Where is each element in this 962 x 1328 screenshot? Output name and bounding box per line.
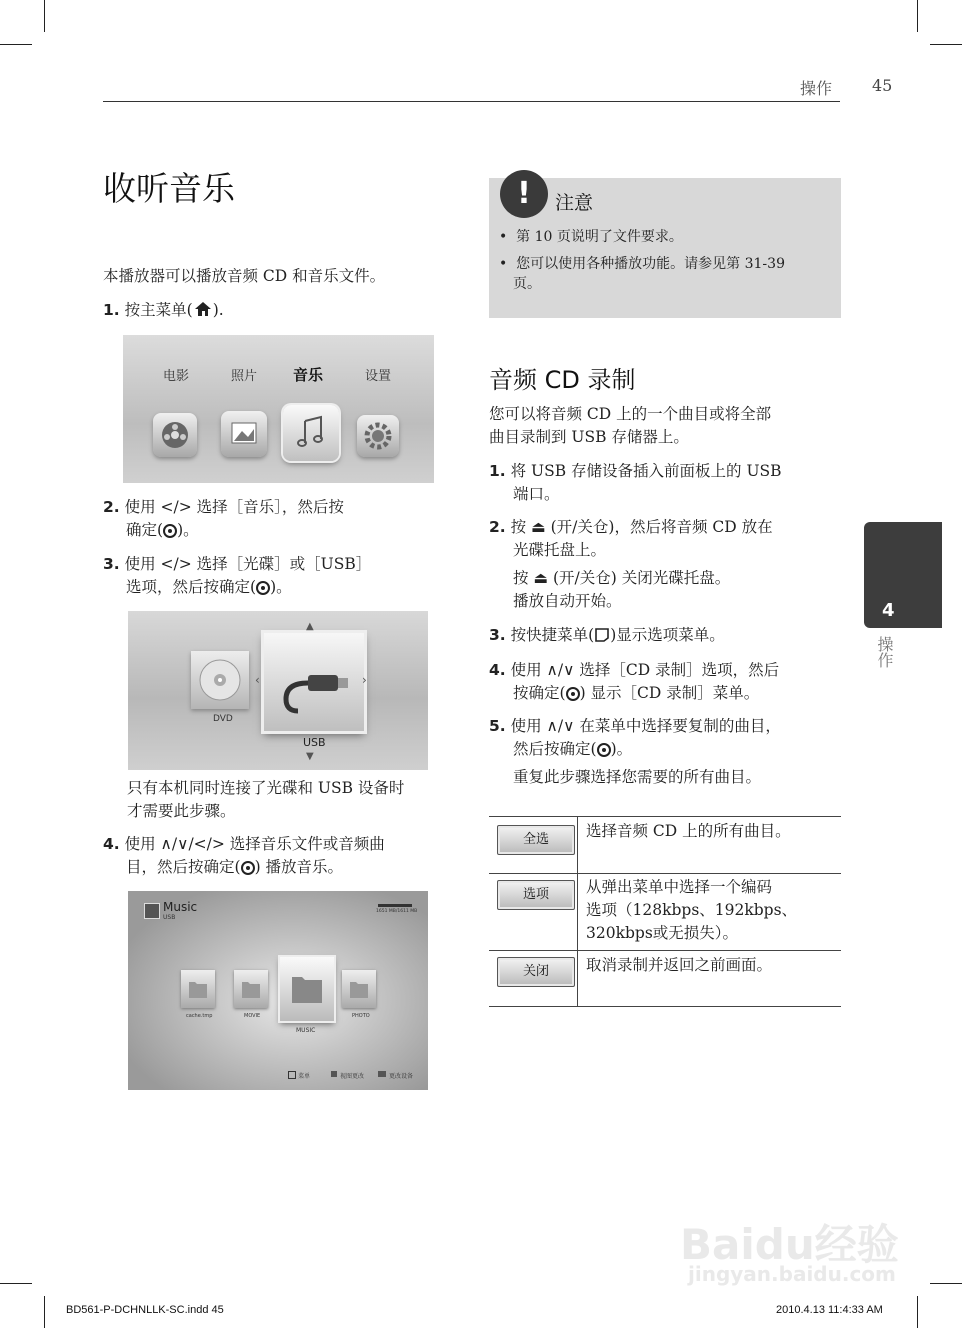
desc-line: 320kbps或无损失）。: [586, 924, 739, 942]
step-3: [103, 553, 371, 599]
step-text: ).: [212, 301, 224, 319]
dvd-tile-icon: [191, 651, 249, 709]
table-desc: [586, 820, 838, 843]
folder-tile: [342, 970, 376, 1008]
step-text: 选项，然后按确定(: [126, 578, 257, 596]
device-select-screenshot: [128, 611, 428, 770]
exclamation-icon: !: [500, 170, 548, 218]
step-number: 5.: [489, 717, 506, 735]
rec-step-5: [489, 715, 781, 789]
menu-key-icon: [288, 1071, 296, 1079]
photo-tile-icon: [221, 411, 267, 457]
table-rule: [489, 950, 841, 951]
table-rule: [489, 1006, 841, 1007]
baidu-watermark-url: jingyan.baidu.com: [688, 1262, 896, 1286]
step-number: 2.: [103, 498, 120, 516]
step-text: 然后按确定(: [513, 740, 597, 758]
device-key-icon: [378, 1071, 386, 1077]
folder-tile: [234, 970, 268, 1008]
chapter-tab: [864, 522, 942, 628]
step-text: 按 ⏏ (开/关仓)，然后将音频 CD 放在: [510, 518, 773, 536]
step-1: [103, 299, 224, 322]
crop-mark: [44, 1296, 45, 1328]
header-section: 操作: [800, 79, 833, 98]
step-text: 光碟托盘上。: [513, 541, 607, 559]
section-title: 音频 CD 录制: [489, 366, 636, 394]
enter-icon: [597, 743, 611, 757]
close-button[interactable]: 关闭: [497, 957, 575, 987]
step-text: 重复此步骤选择您需要的所有曲目。: [513, 768, 762, 786]
page-number: 45: [872, 76, 893, 95]
crop-mark: [44, 0, 45, 32]
movie-tile-icon: [153, 413, 197, 457]
enter-icon: [566, 687, 580, 701]
step-text: 使用 ∧/∨/</> 选择音乐文件或音频曲: [124, 835, 385, 853]
note-text: 第 10 页说明了文件要求。: [516, 229, 683, 245]
options-button[interactable]: 选项: [497, 880, 575, 910]
step-text: 按快捷菜单(: [510, 626, 595, 644]
folder-tile: [181, 970, 215, 1008]
note-text: 页。: [513, 276, 541, 292]
desc-line: 选项（128kbps、192kbps、: [586, 901, 798, 919]
music-title: Music: [163, 900, 198, 914]
intro-line: 曲目录制到 USB 存储器上。: [489, 428, 689, 446]
note-line: 才需要此步骤。: [127, 802, 236, 820]
crop-mark: [930, 44, 962, 45]
menu-label-settings: 设置: [365, 369, 392, 384]
step-text: 目，然后按确定(: [126, 858, 241, 876]
step-number: 4.: [489, 661, 506, 679]
step-text: )。: [270, 578, 292, 596]
capacity-text: 1651 MB/1611 MB: [376, 909, 418, 914]
rec-step-2: [489, 516, 773, 613]
music-app-icon: [144, 903, 160, 919]
step-number: 4.: [103, 835, 120, 853]
menu-label-movie: 电影: [163, 369, 190, 384]
music-subtitle: USB: [163, 914, 176, 921]
step-text: 确定(: [126, 521, 164, 539]
step-number: 1.: [489, 462, 506, 480]
note-item: • 您可以使用各种播放功能。请参见第 31-39: [499, 256, 785, 272]
chevron-down-icon: ▼: [306, 751, 314, 762]
step-text: 使用 ∧/∨ 选择［CD 录制］选项，然后: [510, 661, 780, 679]
step-text: 按 ⏏ (开/关仓) 关闭光碟托盘。: [513, 569, 731, 587]
crop-mark: [0, 44, 32, 45]
intro-line: 您可以将音频 CD 上的一个曲目或将全部: [489, 405, 772, 423]
folder-label: MUSIC: [296, 1027, 316, 1034]
note-box: [489, 178, 841, 318]
step-text: 按确定(: [513, 684, 566, 702]
step-text: 使用 </> 选择［光碟］或［USB］: [124, 555, 372, 573]
music-tile-icon: [283, 405, 339, 461]
step-text: 将 USB 存储设备插入前面板上的 USB: [510, 462, 782, 480]
note-line: 只有本机同时连接了光碟和 USB 设备时: [127, 779, 405, 797]
chevron-right-icon: ›: [362, 673, 367, 687]
step-text: 使用 ∧/∨ 在菜单中选择要复制的曲目，: [510, 717, 781, 735]
note-text: 您可以使用各种播放功能。请参见第 31-39: [516, 256, 785, 272]
section-intro: [489, 403, 771, 449]
quick-menu-icon: [594, 627, 610, 643]
step-text: )。: [177, 521, 199, 539]
page-title: 收听音乐: [103, 169, 235, 208]
settings-tile-icon: [357, 415, 399, 457]
table-rule: [489, 816, 841, 817]
table-divider: [577, 816, 578, 1006]
chevron-up-icon: ▲: [306, 621, 314, 632]
table-rule: [489, 873, 841, 874]
enter-icon: [256, 581, 270, 595]
note-title: 注意: [555, 192, 594, 214]
header-rule: [103, 101, 840, 102]
enter-icon: [163, 524, 177, 538]
folder-label: cache.tmp: [186, 1013, 213, 1019]
music-browser-screenshot: [128, 891, 428, 1090]
step-text: ) 显示［CD 录制］菜单。: [579, 684, 760, 702]
step-number: 2.: [489, 518, 506, 536]
usb-label: USB: [303, 736, 326, 749]
note-item: • 第 10 页说明了文件要求。: [499, 229, 683, 245]
footer-hint: 视图更改: [340, 1073, 365, 1080]
enter-icon: [241, 861, 255, 875]
dvd-label: DVD: [213, 714, 233, 724]
crop-mark: [917, 0, 918, 32]
intro-line: 本播放器可以播放音频 CD 和音乐文件。: [103, 267, 386, 285]
desc-line: 从弹出菜单中选择一个编码: [586, 878, 773, 896]
menu-label-photo: 照片: [231, 369, 258, 384]
footer-file: BD561-P-DCHNLLK-SC.indd 45: [66, 1304, 224, 1316]
baidu-watermark-logo: Baidu经验: [680, 1220, 899, 1269]
usb-tile-icon: [264, 633, 364, 731]
folder-tile-selected: [280, 957, 334, 1021]
step-text: )。: [610, 740, 633, 758]
step-4: [103, 833, 385, 879]
chevron-left-icon: ‹: [255, 673, 260, 687]
step-3-note: [127, 777, 404, 823]
desc-line: 选择音频 CD 上的所有曲目。: [586, 822, 791, 840]
view-key-icon: [331, 1071, 337, 1077]
intro-text: [103, 265, 385, 288]
folder-label: MOVIE: [244, 1013, 261, 1019]
home-icon: [193, 300, 213, 318]
step-text: 端口。: [513, 485, 560, 503]
step-number: 3.: [489, 626, 506, 644]
table-desc: [586, 954, 838, 977]
select-all-button[interactable]: 全选: [497, 825, 575, 855]
chapter-number: 4: [882, 600, 895, 621]
step-text: 使用 </> 选择［音乐］，然后按: [124, 498, 344, 516]
step-text: 播放自动开始。: [513, 592, 622, 610]
footer-hint: 更改设备: [389, 1073, 414, 1080]
footer-timestamp: 2010.4.13 11:4:33 AM: [776, 1304, 883, 1316]
desc-line: 取消录制并返回之前画面。: [586, 956, 773, 974]
step-text: ) 播放音乐。: [254, 858, 344, 876]
table-desc: [586, 876, 838, 945]
menu-label-music: 音乐: [293, 366, 324, 384]
step-number: 3.: [103, 555, 120, 573]
chapter-label: 操作: [875, 636, 894, 668]
rec-step-1: [489, 460, 782, 506]
crop-mark: [0, 1283, 32, 1284]
rec-step-4: [489, 659, 779, 705]
step-text: 按主菜单(: [124, 301, 193, 319]
footer-hint: 菜单: [298, 1073, 311, 1080]
capacity-bar: [378, 904, 412, 907]
folder-label: PHOTO: [352, 1013, 370, 1019]
crop-mark: [930, 1283, 962, 1284]
step-text: )显示选项菜单。: [610, 626, 725, 644]
step-number: 1.: [103, 301, 120, 319]
step-2: [103, 496, 344, 542]
home-menu-screenshot: [123, 335, 434, 483]
crop-mark: [917, 1296, 918, 1328]
rec-step-3: [489, 624, 725, 647]
note-item-continued: [513, 274, 541, 294]
